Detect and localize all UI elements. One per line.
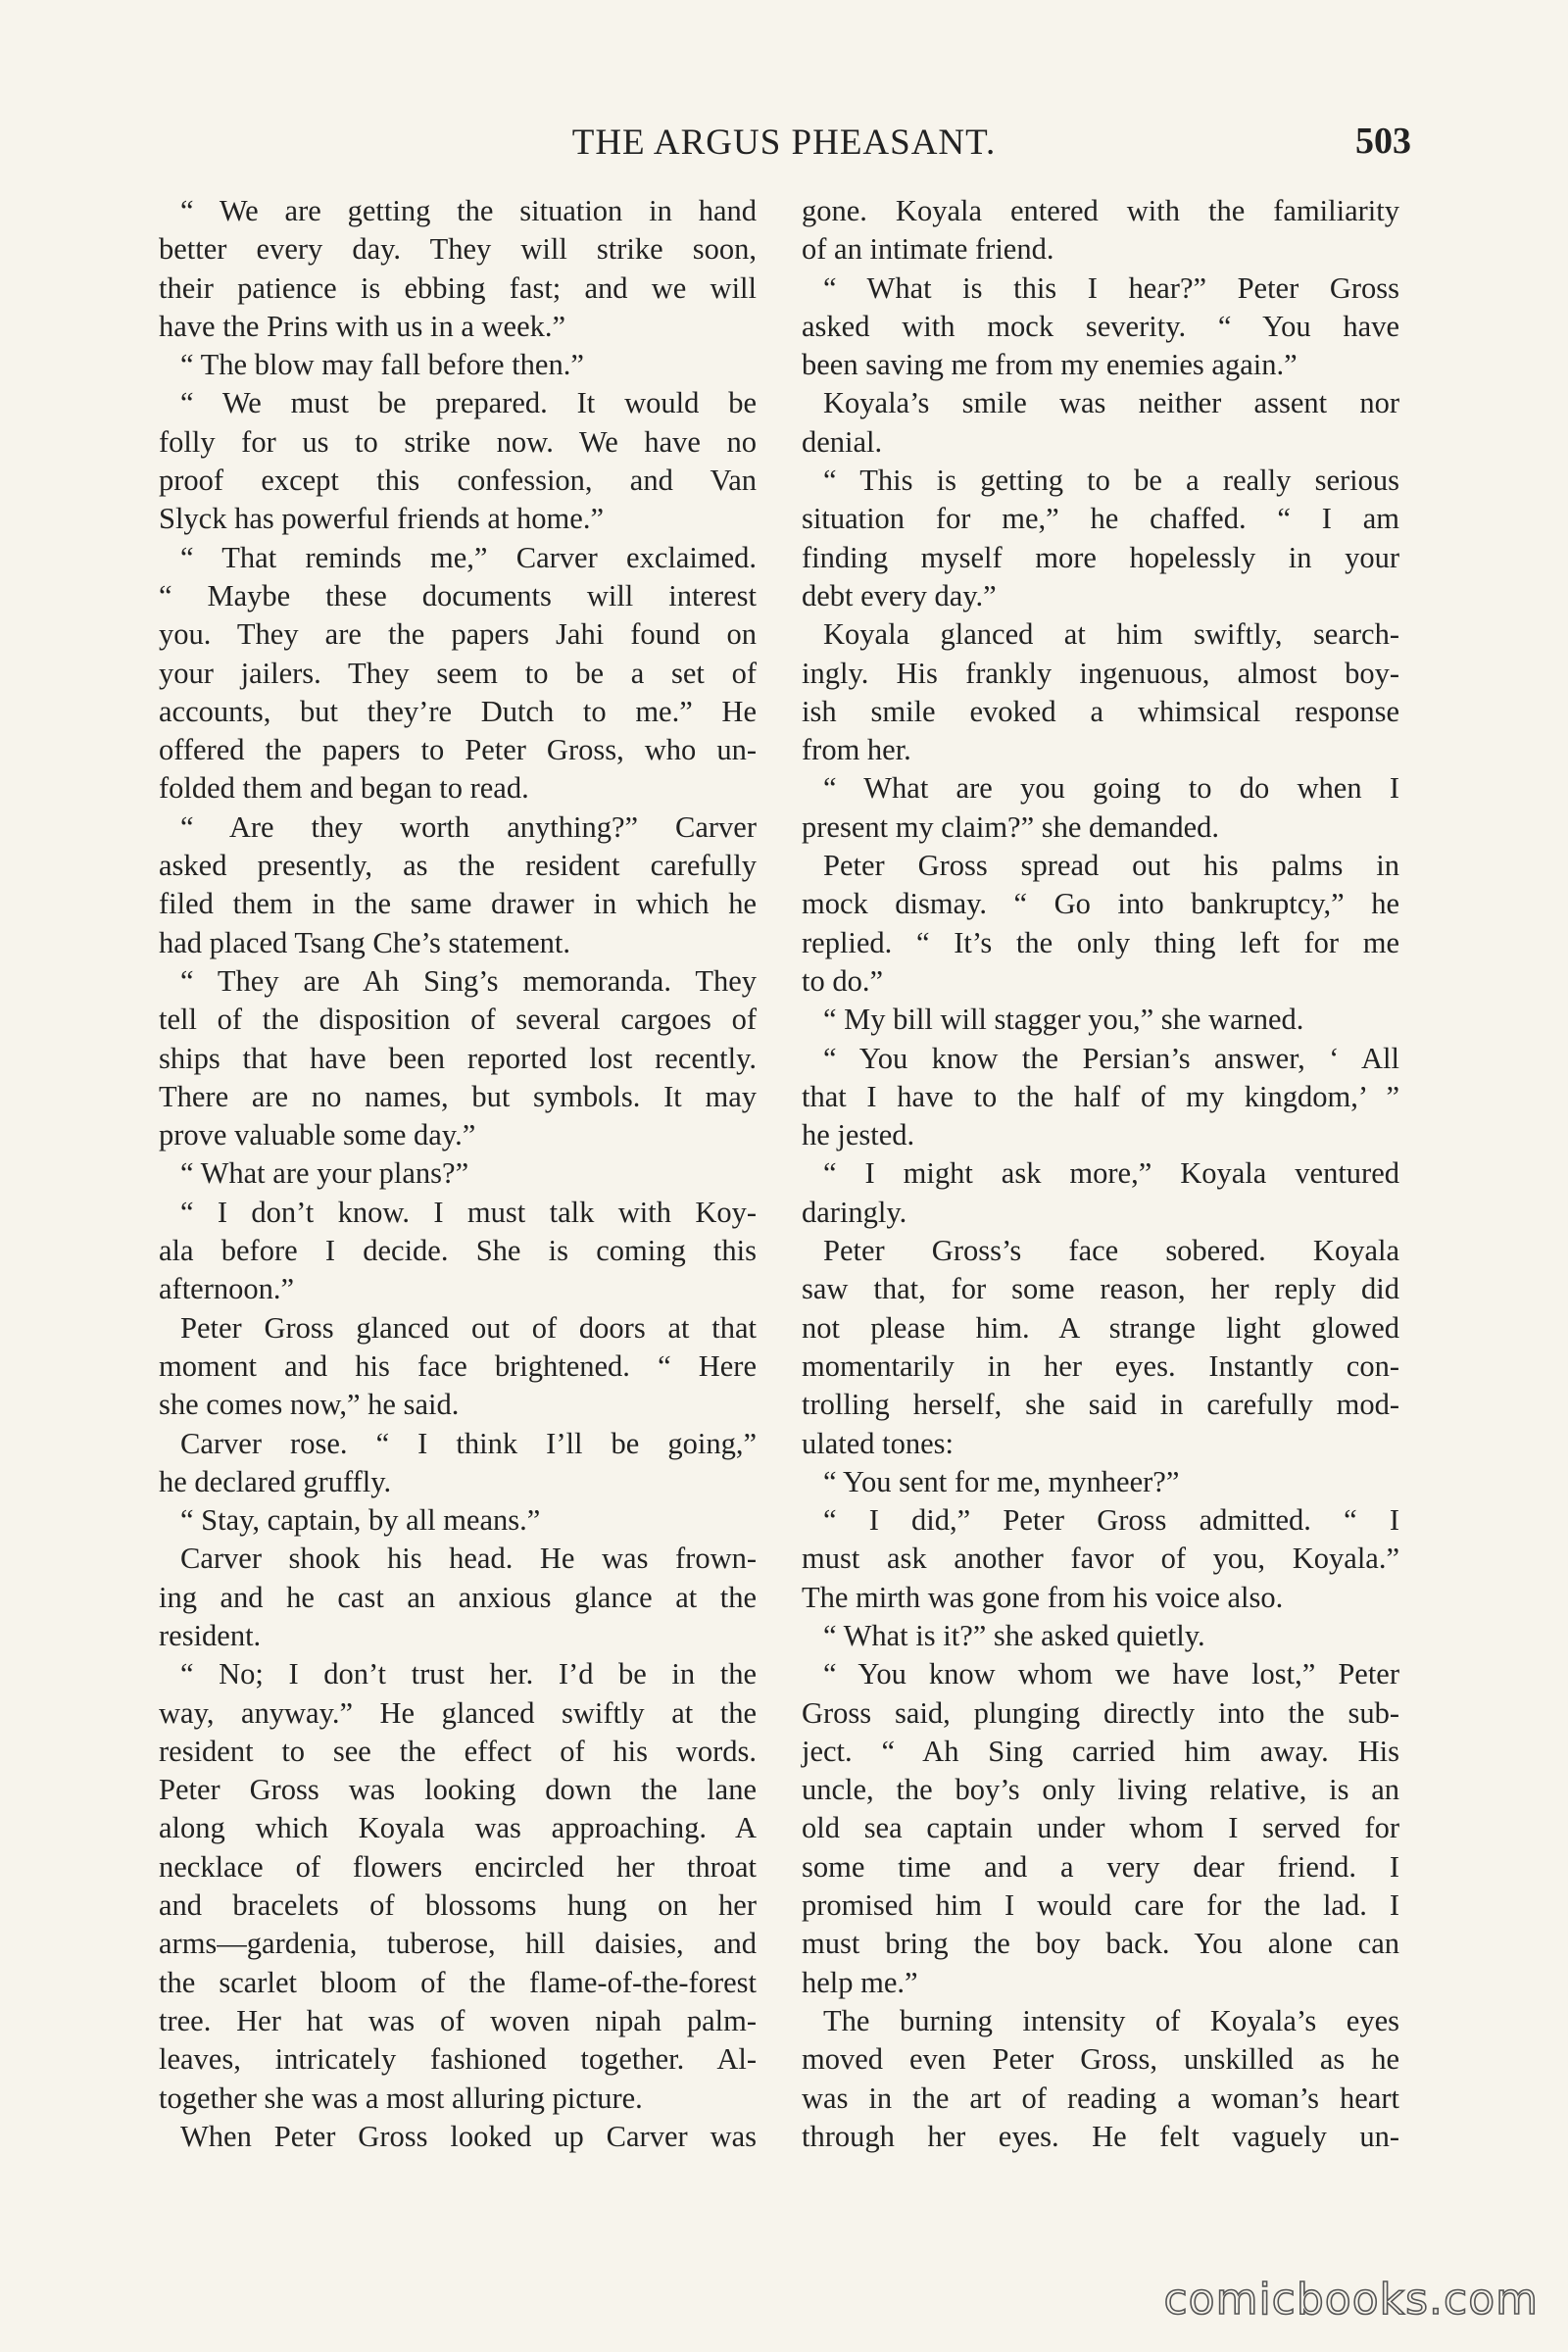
watermark: comicbooks.com — [1163, 2275, 1539, 2325]
text-line: daringly. — [802, 1195, 907, 1229]
text-line: “ What are your plans?” — [180, 1156, 469, 1191]
text-line: “ You know whom we have lost,” Peter — [823, 1657, 1399, 1691]
text-line: Carver rose. “ I think I’ll be going,” — [180, 1426, 757, 1460]
text-line: “ You know the Persian’s answer, ‘ All — [823, 1041, 1399, 1075]
text-line: that I have to the half of my kingdom,’ ” — [802, 1079, 1399, 1113]
text-line: Peter Gross spread out his palms in — [823, 849, 1399, 883]
text-line: ing and he cast an anxious glance at the — [159, 1580, 757, 1614]
text-line: must ask another favor of you, Koyala.” — [802, 1542, 1399, 1576]
text-line: ulated tones: — [802, 1426, 955, 1460]
text-line: and bracelets of blossoms hung on her — [159, 1888, 757, 1923]
text-line: arms—gardenia, tuberose, hill daisies, and — [159, 1927, 757, 1961]
text-line: accounts, but they’re Dutch to me.” He — [159, 694, 757, 728]
text-line: trolling herself, she said in carefully mod- — [802, 1388, 1399, 1422]
text-line: “ No; I don’t trust her. I’d be in the — [180, 1657, 757, 1691]
text-line: “ What is this I hear?” Peter Gross — [823, 270, 1399, 305]
text-line: “ That reminds me,” Carver exclaimed. — [180, 540, 757, 574]
text-line: uncle, the boy’s only living relative, is an — [802, 1773, 1399, 1807]
text-line: have the Prins with us in a week.” — [159, 309, 566, 343]
text-line: he declared gruffly. — [159, 1464, 392, 1498]
text-line: Slyck has powerful friends at home.” — [159, 502, 604, 536]
text-column-left — [159, 192, 757, 2156]
text-line: finding myself more hopelessly in your — [802, 540, 1399, 574]
text-line: Gross said, plunging directly into the sub- — [802, 1695, 1399, 1730]
text-line: Carver shook his head. He was frown- — [180, 1542, 757, 1576]
text-line: from her. — [802, 733, 911, 767]
text-line: asked presently, as the resident carefully — [159, 849, 757, 883]
text-line: The burning intensity of Koyala’s eyes — [823, 2003, 1399, 2037]
text-line: ish smile evoked a whimsical response — [802, 694, 1399, 728]
text-line: “ Stay, captain, by all means.” — [180, 1503, 541, 1538]
text-line: must bring the boy back. You alone can — [802, 1927, 1399, 1961]
text-line: asked with mock severity. “ You have — [802, 309, 1399, 343]
text-line: moved even Peter Gross, unskilled as he — [802, 2042, 1399, 2077]
text-line: “ My bill will stagger you,” she warned. — [823, 1003, 1304, 1037]
text-line: “ Maybe these documents will interest — [159, 578, 757, 612]
text-line: better every day. They will strike soon, — [159, 232, 757, 267]
text-line: along which Koyala was approaching. A — [159, 1811, 757, 1845]
text-line: promised him I would care for the lad. I — [802, 1888, 1399, 1923]
text-line: “ This is getting to be a really serious — [823, 464, 1399, 498]
text-line: the scarlet bloom of the flame-of-the-forest — [159, 1965, 757, 1999]
text-line: some time and a very dear friend. I — [802, 1849, 1399, 1884]
text-line: folded them and began to read. — [159, 771, 529, 806]
text-line: “ They are Ah Sing’s memoranda. They — [180, 963, 757, 998]
text-line: to do.” — [802, 963, 884, 998]
text-line: he jested. — [802, 1118, 915, 1152]
text-line: situation for me,” he chaffed. “ I am — [802, 502, 1399, 536]
text-line: saw that, for some reason, her reply did — [802, 1272, 1399, 1306]
text-line: leaves, intricately fashioned together. Al- — [159, 2042, 757, 2077]
text-line: ships that have been reported lost recently. — [159, 1041, 757, 1075]
running-title: THE ARGUS PHEASANT. — [571, 122, 997, 163]
text-line: Peter Gross’s face sobered. Koyala — [823, 1234, 1399, 1268]
text-line: filed them in the same drawer in which he — [159, 887, 757, 921]
text-line: had placed Tsang Che’s statement. — [159, 925, 570, 959]
text-line: necklace of flowers encircled her throat — [159, 1849, 757, 1884]
text-line: “ We must be prepared. It would be — [180, 386, 757, 420]
text-line: ingly. His frankly ingenuous, almost boy- — [802, 656, 1399, 690]
text-line: “ I did,” Peter Gross admitted. “ I — [823, 1503, 1399, 1538]
text-line: mock dismay. “ Go into bankruptcy,” he — [802, 887, 1399, 921]
text-line: ject. “ Ah Sing carried him away. His — [802, 1734, 1399, 1768]
text-line: “ We are getting the situation in hand — [180, 194, 757, 227]
text-line: old sea captain under whom I served for — [802, 1811, 1399, 1845]
text-line: replied. “ It’s the only thing left for me — [802, 925, 1399, 959]
text-line: “ What is it?” she asked quietly. — [823, 1618, 1205, 1652]
text-line: help me.” — [802, 1965, 918, 1999]
text-line: “ I don’t know. I must talk with Koy- — [180, 1195, 757, 1229]
text-line: way, anyway.” He glanced swiftly at the — [159, 1695, 757, 1730]
text-line: “ Are they worth anything?” Carver — [180, 809, 757, 844]
text-line: together she was a most alluring picture. — [159, 2081, 643, 2115]
text-line: present my claim?” she demanded. — [802, 809, 1219, 844]
text-line: There are no names, but symbols. It may — [159, 1079, 757, 1113]
page-header — [157, 116, 1411, 174]
text-line: Peter Gross glanced out of doors at that — [180, 1310, 757, 1345]
text-line: through her eyes. He felt vaguely un- — [802, 2119, 1399, 2153]
text-line: their patience is ebbing fast; and we will — [159, 270, 757, 305]
text-line: proof except this confession, and Van — [159, 464, 757, 498]
text-line: you. They are the papers Jahi found on — [159, 617, 757, 652]
text-line: “ You sent for me, mynheer?” — [823, 1464, 1180, 1498]
text-line: “ The blow may fall before then.” — [180, 348, 584, 382]
text-line: ala before I decide. She is coming this — [159, 1234, 757, 1268]
text-line: been saving me from my enemies again.” — [802, 348, 1298, 382]
text-line: not please him. A strange light glowed — [802, 1310, 1399, 1345]
text-line: your jailers. They seem to be a set of — [159, 656, 757, 690]
text-line: offered the papers to Peter Gross, who un- — [159, 733, 757, 767]
page-number: 503 — [1355, 121, 1411, 162]
text-line: moment and his face brightened. “ Here — [159, 1348, 757, 1383]
text-line: resident. — [159, 1618, 262, 1652]
text-line: was in the art of reading a woman’s heart — [802, 2081, 1399, 2115]
text-line: Koyala glanced at him swiftly, search- — [823, 617, 1399, 652]
text-column-right — [802, 192, 1399, 2156]
text-line: When Peter Gross looked up Carver was — [180, 2119, 757, 2153]
text-line: “ I might ask more,” Koyala ventured — [823, 1156, 1399, 1191]
text-line: The mirth was gone from his voice also. — [802, 1580, 1284, 1614]
text-line: gone. Koyala entered with the familiarity — [802, 194, 1399, 227]
text-line: “ What are you going to do when I — [823, 771, 1399, 806]
text-line: denial. — [802, 424, 883, 459]
text-line: tree. Her hat was of woven nipah palm- — [159, 2003, 757, 2037]
text-line: folly for us to strike now. We have no — [159, 424, 757, 459]
text-line: prove valuable some day.” — [159, 1118, 476, 1152]
text-line: debt every day.” — [802, 578, 997, 612]
text-line: momentarily in her eyes. Instantly con- — [802, 1348, 1399, 1383]
text-line: of an intimate friend. — [802, 232, 1054, 267]
text-line: she comes now,” he said. — [159, 1388, 460, 1422]
text-line: resident to see the effect of his words. — [159, 1734, 757, 1768]
text-line: tell of the disposition of several cargoes of — [159, 1003, 757, 1037]
text-line: Peter Gross was looking down the lane — [159, 1773, 757, 1807]
text-line: Koyala’s smile was neither assent nor — [823, 386, 1399, 420]
text-line: afternoon.” — [159, 1272, 295, 1306]
